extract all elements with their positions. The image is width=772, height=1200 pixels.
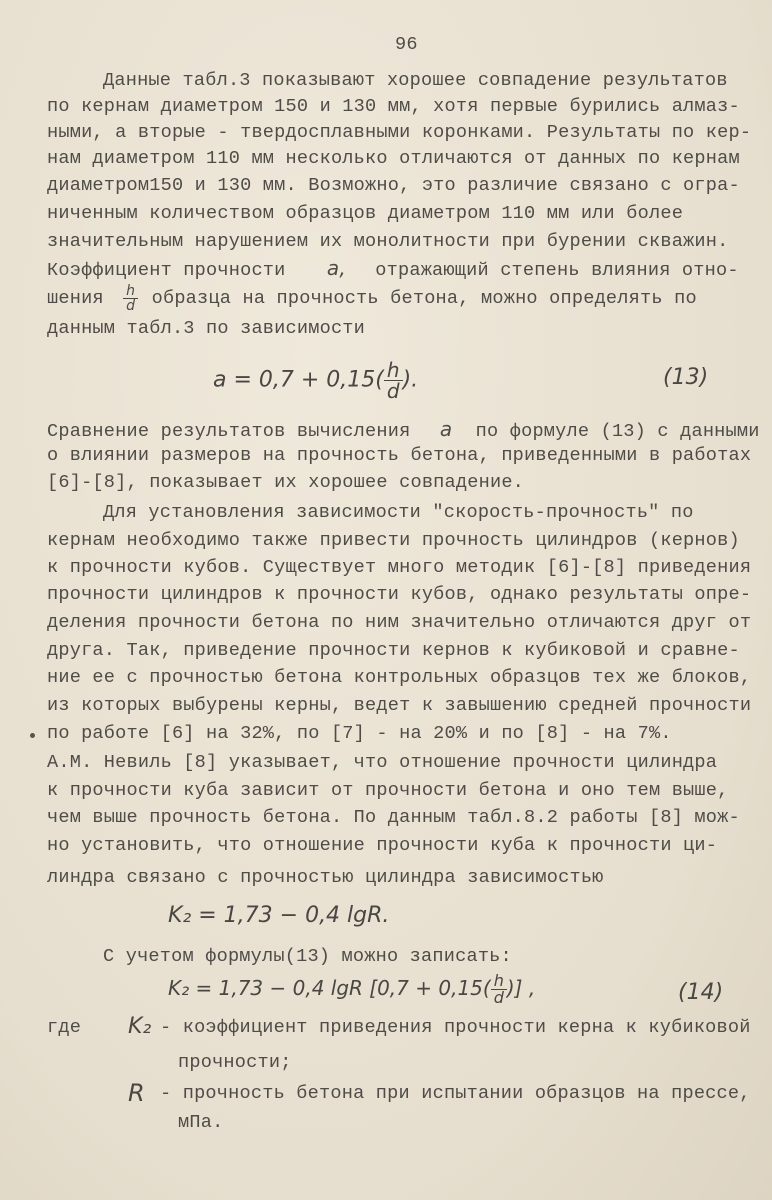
numerator: h: [123, 284, 138, 299]
denominator: d: [126, 297, 136, 314]
text-line: нам диаметром 110 мм несколько отличаются от данных по кернам: [47, 148, 740, 169]
formula-14: [168, 973, 535, 1006]
text-line: друга. Так, приведение прочности кернов к кубиковой и сравне-: [47, 640, 740, 661]
text-line: диаметром150 и 130 мм. Возможно, это различие связано с огра-: [47, 175, 740, 196]
math-symbol-a: a: [439, 417, 453, 441]
text-line: А.М. Невиль [8] указывает, что отношение прочности цилиндра: [47, 752, 718, 773]
denominator: d: [386, 379, 400, 403]
formula-k2: K₂ = 1,73 − 0,4 lgR.: [168, 903, 390, 928]
where-label: где: [47, 1017, 82, 1038]
text-line: но установить, что отношение прочности куба к прочности ци-: [47, 835, 718, 856]
text-line: линдра связано с прочностью цилиндра зависимостью: [47, 867, 604, 888]
page-number: 96: [395, 34, 418, 55]
definition-r: - прочность бетона при испытании образцов на прессе,: [160, 1083, 751, 1104]
fraction-h-over-d: [384, 360, 403, 401]
text-line: кернам необходимо также привести прочность цилиндров (кернов): [47, 530, 740, 551]
definition-r-cont: мПа.: [178, 1112, 224, 1133]
formula-rhs: )] ,: [506, 976, 536, 1000]
text-line: [47, 283, 697, 315]
formula-rhs: ).: [402, 367, 419, 393]
fraction-h-over-d: [123, 284, 138, 313]
text-line: по кернам диаметром 150 и 130 мм, хотя первые бурились алмаз-: [47, 96, 740, 117]
formula-13: [213, 360, 418, 401]
text-line: Для установления зависимости "скорость-прочность" по: [103, 502, 694, 523]
margin-dot: [30, 733, 35, 738]
text-line: С учетом формулы(13) можно записать:: [103, 946, 512, 967]
definition-k2-cont: прочности;: [178, 1052, 292, 1073]
text-segment: Коэффициент прочности: [47, 260, 286, 281]
text-line: к прочности кубов. Существует много методик [6]-[8] приведения: [47, 557, 752, 578]
text-line: [47, 418, 760, 443]
numerator: h: [384, 360, 403, 381]
text-line: данным табл.3 по зависимости: [47, 318, 366, 339]
text-line: чем выше прочность бетона. По данным табл.8.2 работы [8] мож-: [47, 807, 740, 828]
text-line: по работе [6] на 32%, по [7] - на 20% и по [8] - на 7%.: [47, 723, 672, 744]
formula-number-14: (14): [678, 980, 724, 1005]
definition-k2: - коэффициент приведения прочности керна к кубиковой: [160, 1017, 751, 1038]
text-line: прочности цилиндров к прочности кубов, однако результаты опре-: [47, 584, 752, 605]
text-line: ными, а вторые - твердосплавными коронками. Результаты по кер-: [47, 122, 752, 143]
text-line: Данные табл.3 показывают хорошее совпадение результатов: [103, 70, 728, 91]
text-line: [6]-[8], показывает их хорошее совпадение.: [47, 472, 525, 493]
formula-lhs: K₂ = 1,73 − 0,4 lgR [0,7 + 0,15(: [168, 976, 491, 1000]
text-segment: отражающий степень влияния отно-: [375, 260, 739, 281]
text-segment: Сравнение результатов вычисления: [47, 421, 411, 442]
fraction-h-over-d: [491, 973, 507, 1006]
text-line: ниченным количеством образцов диаметром 110 мм или более: [47, 203, 684, 224]
formula-lhs: a = 0,7 + 0,15(: [213, 367, 384, 393]
symbol-k2: K₂: [128, 1014, 152, 1039]
text-line: [47, 257, 739, 282]
text-line: ние ее с прочностью бетона контрольных образцов тех же блоков,: [47, 667, 752, 688]
text-segment: шения: [47, 288, 104, 309]
denominator: d: [493, 988, 504, 1007]
symbol-r: R: [128, 1079, 145, 1107]
text-line: значительным нарушением их монолитности при бурении скважин.: [47, 231, 729, 252]
numerator: h: [491, 973, 507, 990]
text-segment: по формуле (13) с данными: [475, 421, 760, 442]
math-symbol-a: a,: [326, 256, 346, 280]
text-line: к прочности куба зависит от прочности бетона и оно тем выше,: [47, 780, 729, 801]
text-line: деления прочности бетона по ним значительно отличаются друг от: [47, 612, 752, 633]
text-segment: образца на прочность бетона, можно определять по: [151, 288, 697, 309]
text-line: из которых выбурены керны, ведет к завышению средней прочности: [47, 695, 752, 716]
formula-number-13: (13): [663, 365, 709, 390]
text-line: о влиянии размеров на прочность бетона, приведенными в работах: [47, 445, 752, 466]
